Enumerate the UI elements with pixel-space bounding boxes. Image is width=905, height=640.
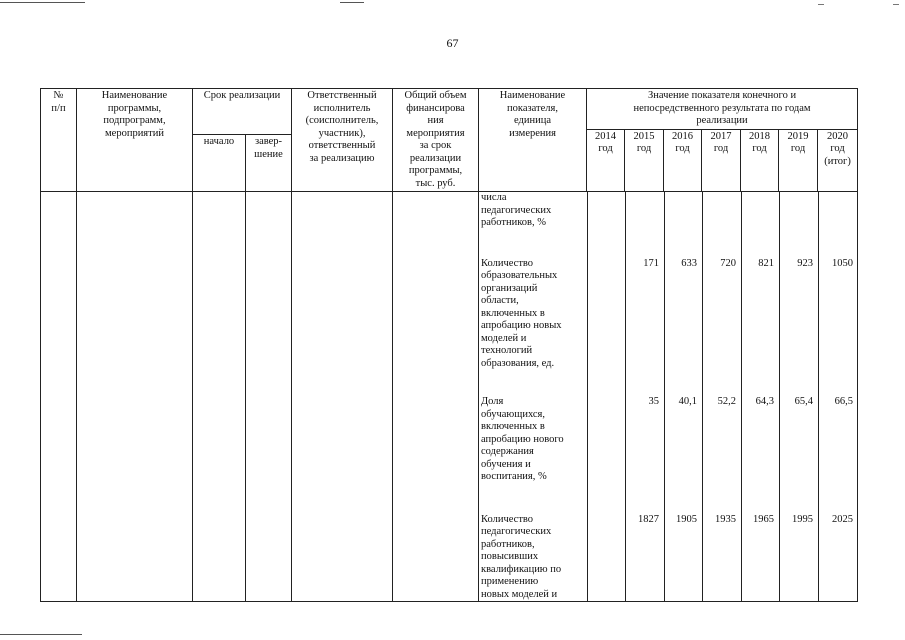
indicator-value: 1050 — [832, 257, 854, 269]
indicator-value: 52,2 — [717, 396, 737, 407]
header-period: Срок реализации — [193, 89, 292, 135]
header-year: 2020 год (итог) — [818, 129, 858, 192]
table-row — [41, 192, 858, 602]
year-column-divider — [625, 192, 626, 601]
indicator-row — [479, 514, 857, 602]
header-year: 2017 год — [702, 129, 741, 192]
indicator-value: 35 — [648, 396, 660, 407]
header-program: Наименование программы, подпрограмм, мероприятий — [77, 89, 193, 192]
indicator-value: 1827 — [638, 513, 660, 525]
page-number: 67 — [446, 36, 459, 50]
indicator-name: Количество образовательных организаций области, включенных в апробацию новых моделей и технологий образования, ед. — [481, 257, 562, 369]
year-column-divider — [664, 192, 665, 601]
indicator-value — [586, 258, 624, 371]
cell-period-end — [246, 192, 292, 602]
header-executor: Ответственный исполнитель (соисполнитель, участник), ответственный за реализацию — [292, 89, 393, 192]
header-year: 2014 год — [587, 129, 625, 192]
indicator-value: 1965 — [753, 513, 775, 525]
indicator-value: 66,5 — [834, 396, 854, 407]
indicators-block — [479, 192, 858, 602]
indicator-value: 40,1 — [678, 396, 698, 407]
indicator-values — [586, 258, 857, 371]
indicator-name: Доля обучающихся, включенных в апробацию нового содержания обучения и воспитания, % — [481, 396, 564, 482]
year-column-divider — [587, 192, 588, 601]
indicator-value: 1995 — [792, 513, 814, 525]
indicator-value: 720 — [720, 257, 737, 269]
cell-executor — [292, 192, 393, 602]
header-period-end: завер- шение — [246, 135, 292, 192]
indicator-values — [586, 396, 857, 484]
indicator-value: 65,4 — [794, 396, 814, 407]
indicator-value — [586, 514, 624, 602]
year-column-divider — [818, 192, 819, 601]
indicator-continued — [479, 192, 857, 230]
indicator-value: 821 — [758, 257, 775, 269]
header-period-start: начало — [193, 135, 246, 192]
cell-num — [41, 192, 77, 602]
cell-program — [77, 192, 193, 602]
header-year: 2018 год — [741, 129, 779, 192]
scan-artifact-line — [340, 2, 364, 3]
header-indicator: Наименование показателя, единица измерения — [479, 89, 587, 192]
header-year: 2016 год — [664, 129, 702, 192]
header-funding: Общий объем финансирова ния мероприятия за срок реализации программы, тыс. руб. — [393, 89, 479, 192]
scan-artifact-line — [0, 634, 82, 635]
header-year: 2015 год — [625, 129, 664, 192]
indicator-row — [479, 258, 857, 371]
indicator-value: 1935 — [715, 513, 737, 525]
cell-funding — [393, 192, 479, 602]
header-values-group: Значение показателя конечного и непосредственного результата по годам реализации — [587, 89, 858, 130]
indicator-value: 633 — [681, 257, 698, 269]
scan-artifact-mark — [818, 4, 824, 5]
header-year: 2019 год — [779, 129, 818, 192]
indicator-list — [479, 258, 857, 602]
indicator-value — [586, 396, 624, 484]
indicator-value: 1905 — [676, 513, 698, 525]
indicator-row — [479, 396, 857, 484]
indicator-name: числа педагогических работников, % — [481, 192, 552, 228]
program-table — [40, 88, 858, 602]
indicator-value: 64,3 — [755, 396, 775, 407]
year-column-divider — [741, 192, 742, 601]
indicator-values — [586, 514, 857, 602]
header-num: № п/п — [41, 89, 77, 192]
scan-artifact-mark — [893, 4, 899, 5]
indicator-value: 923 — [797, 257, 814, 269]
indicator-value: 171 — [643, 257, 660, 269]
indicator-value: 2025 — [832, 513, 854, 525]
cell-period-start — [193, 192, 246, 602]
indicator-name: Количество педагогических работников, повысивших квалификацию по применению новых моделей и — [481, 513, 562, 600]
year-column-divider — [702, 192, 703, 601]
header-row — [41, 89, 858, 130]
year-column-divider — [779, 192, 780, 601]
scan-artifact-line — [0, 2, 85, 3]
